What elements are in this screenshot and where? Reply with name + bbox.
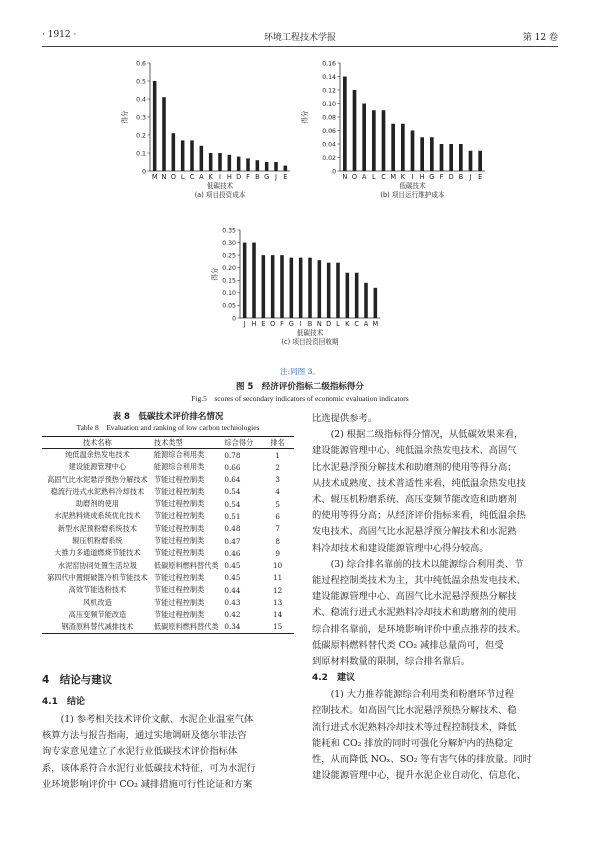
- cell-tech-type: 节能过程控制类: [153, 499, 205, 509]
- x-tick-label: H: [226, 173, 232, 181]
- bar: [469, 151, 473, 171]
- table-row: [42, 486, 294, 498]
- y-tick-label: 0.08: [322, 114, 336, 122]
- cell-tech-name: 第四代中置辊破篦冷机节能技术: [47, 572, 148, 582]
- cell-tech-name: 高压变频节能改造: [68, 609, 127, 619]
- table-row: [42, 596, 294, 608]
- bar: [411, 131, 415, 172]
- figure-caption-cn: 图 5 经济评价指标二级指标得分: [236, 382, 364, 392]
- x-tick-label: L: [371, 173, 376, 181]
- x-tick-label: L: [336, 320, 340, 328]
- bar: [265, 162, 269, 171]
- y-tick-label: 0.25: [222, 252, 236, 260]
- suggestion-paragraph-1: [312, 687, 564, 784]
- cell-tech-type: 低碳原料燃料替代类: [153, 560, 219, 570]
- table-row: [42, 449, 294, 461]
- section-4: [42, 672, 294, 793]
- x-tick-label: L: [180, 173, 185, 181]
- y-tick-label: 0.35: [222, 227, 236, 235]
- text-line: 流行进式水泥熟料冷却技术等过程控制技术，降低: [312, 721, 517, 733]
- y-tick-label: 0.14: [322, 73, 336, 81]
- x-tick-label: H: [251, 320, 257, 328]
- chart-c-payback-period: [210, 222, 395, 362]
- y-tick-label: 0.20: [222, 265, 236, 273]
- chart-subcaption: (a) 项目投资成本: [194, 191, 246, 199]
- bar: [336, 263, 340, 318]
- bar: [372, 110, 376, 171]
- x-tick-label: K: [208, 173, 213, 181]
- x-tick-label: C: [189, 173, 195, 181]
- table-header-row: [42, 437, 294, 449]
- x-tick-label: F: [280, 320, 284, 328]
- cell-rank: 9: [275, 548, 280, 558]
- x-tick-label: O: [270, 320, 276, 328]
- cell-tech-name: 纯低温余热发电技术: [65, 450, 130, 460]
- page-number: · 1912 ·: [42, 30, 77, 40]
- text-line: 性，从而降低 NOₓ、SO₂ 等有害气体的排放量。同时: [312, 754, 532, 766]
- right-column: [312, 411, 564, 784]
- table-row: [42, 510, 294, 522]
- cell-tech-type: 能源综合利用类: [153, 462, 205, 472]
- table-row: [42, 461, 294, 473]
- cell-tech-name: 助磨剂的使用: [75, 499, 119, 509]
- cell-score: 0.42: [224, 610, 241, 620]
- cell-tech-type: 节能过程控制类: [153, 523, 205, 533]
- x-tick-label: B: [458, 173, 464, 181]
- cell-tech-type: 能源综合利用类: [153, 450, 205, 460]
- bar: [420, 137, 424, 171]
- bar: [162, 97, 166, 171]
- cell-tech-name: 风机改造: [83, 597, 112, 607]
- text-line: (3) 综合排名靠前的技术以能源综合利用类、节: [312, 558, 524, 570]
- x-tick-label: E: [261, 320, 266, 328]
- cell-tech-type: 节能过程控制类: [153, 609, 205, 619]
- table-row: [42, 621, 294, 633]
- bar: [252, 243, 256, 318]
- x-tick-label: N: [342, 173, 348, 181]
- cell-tech-name: 辊压机粉磨系统: [72, 536, 123, 546]
- x-tick-label: B: [307, 320, 313, 328]
- y-tick-label: 0.15: [222, 277, 236, 285]
- cell-rank: 10: [273, 561, 283, 571]
- text-line: 核算方法与报告指南，通过实地调研及德尔菲法咨: [42, 730, 247, 742]
- volume-label: 第 12 卷: [522, 33, 558, 43]
- cell-tech-type: 节能过程控制类: [153, 536, 205, 546]
- cell-score: 0.43: [224, 598, 241, 607]
- x-tick-label: N: [316, 320, 322, 328]
- cell-tech-name: 水泥熟料烧成系统优化技术: [54, 511, 141, 521]
- bar: [172, 133, 176, 171]
- cell-tech-type: 节能过程控制类: [153, 572, 205, 582]
- table-caption-cn: 表 8 低碳技术评价排名情况: [112, 412, 224, 422]
- cell-score: 0.78: [224, 450, 241, 460]
- bar: [209, 153, 213, 171]
- cell-score: 0.54: [224, 499, 241, 509]
- cell-rank: 3: [275, 475, 280, 485]
- x-tick-label: A: [199, 173, 204, 181]
- x-tick-label: D: [236, 173, 242, 181]
- y-tick-label: 0: [232, 315, 236, 323]
- bar: [346, 273, 350, 318]
- x-tick-label: N: [161, 173, 167, 181]
- cell-tech-name: 钢渣原料替代减排技术: [61, 621, 134, 631]
- x-tick-label: A: [361, 173, 367, 181]
- bar: [382, 110, 386, 171]
- text-line: 控制技术。如高固气比水泥悬浮预热分解技术、稳: [312, 705, 517, 717]
- y-axis-label: 得分: [121, 110, 129, 124]
- text-line: 低碳原料燃料替代类 CO₂ 减排总量尚可，但受: [312, 639, 504, 651]
- text-line: 到原材料数量的限制，综合排名靠后。: [312, 656, 471, 668]
- x-tick-label: E: [283, 173, 288, 181]
- ranking-table: [42, 436, 294, 634]
- text-line: 能过程控制类技术为主，其中纯低温余热发电技术、: [312, 575, 526, 587]
- chart-b-svg: [300, 55, 500, 217]
- text-line: 业环境影响评价中 CO₂ 减排措施可行性论证和方案: [42, 778, 253, 790]
- x-tick-label: D: [326, 320, 332, 328]
- x-tick-label: M: [372, 320, 379, 328]
- bar: [262, 255, 266, 318]
- cell-tech-name: 大推力多通道燃烧节能技术: [54, 548, 141, 558]
- x-tick-label: J: [275, 173, 277, 181]
- cell-score: 0.47: [224, 536, 241, 546]
- bar: [308, 258, 312, 318]
- text-line: 术、辊压机粉磨系统、高压变频节能改造和助磨剂: [312, 494, 517, 506]
- cell-rank: 13: [273, 598, 283, 607]
- x-tick-label: H: [419, 173, 425, 181]
- x-tick-label: E: [478, 173, 483, 181]
- bar: [327, 263, 331, 318]
- text-line: 术、稳流行进式水泥熟料冷却技术和助磨剂的使用: [312, 607, 517, 619]
- cell-rank: 1: [275, 450, 280, 460]
- y-tick-label: 0.3: [136, 114, 146, 122]
- x-tick-label: C: [381, 173, 386, 181]
- x-tick-label: F: [246, 173, 250, 181]
- chart-b-operation-cost: [300, 55, 500, 217]
- cell-rank: 2: [275, 462, 280, 472]
- bar: [218, 153, 222, 171]
- bar: [271, 255, 275, 318]
- table-row: [42, 572, 294, 584]
- chart-a-svg: [120, 55, 305, 217]
- x-tick-label: M: [151, 173, 158, 181]
- table-row: [42, 498, 294, 510]
- x-tick-label: G: [264, 173, 270, 181]
- y-tick-label: 0.02: [322, 154, 336, 162]
- section-4-2-title: 4.2 建议: [312, 673, 355, 684]
- y-tick-label: 0.5: [136, 78, 146, 86]
- bar: [449, 144, 453, 171]
- table-8-block: [42, 410, 294, 634]
- cell-score: 0.54: [224, 487, 241, 497]
- bar: [181, 140, 185, 171]
- cell-rank: 6: [275, 511, 280, 521]
- text-line: 建设能源管理中心，提升水泥企业自动化、信息化、: [312, 770, 526, 782]
- y-tick-label: 0.06: [322, 127, 336, 135]
- chart-subcaption: (b) 项目运行维护成本: [380, 191, 445, 199]
- figure-caption-en: Fig.5 scores of secondary indicators of economic evaluation indicators: [191, 394, 409, 403]
- y-tick-label: 0.6: [136, 60, 146, 68]
- x-axis-label: 低碳技术: [206, 182, 234, 190]
- cell-tech-type: 低碳原料燃料替代类: [153, 621, 219, 631]
- text-line: (1) 参考相关技术评价文献、水泥企业温室气体: [42, 714, 254, 725]
- cell-score: 0.34: [224, 622, 241, 632]
- chart-subcaption: (c) 项目投资回收期: [281, 338, 339, 346]
- text-line: 建设能源管理中心、高固气比水泥悬浮预热分解技: [312, 591, 517, 603]
- text-line: 比水泥悬浮预分解技术和助磨剂的使用等得分高；: [312, 461, 517, 473]
- y-tick-label: 0.1: [136, 150, 146, 158]
- x-tick-label: A: [363, 320, 369, 328]
- header-rank: 排名: [270, 437, 285, 447]
- running-header: [42, 30, 558, 46]
- table-caption-en: Table 8 Evaluation and ranking of low carbon technologies: [76, 423, 260, 432]
- cell-rank: 4: [275, 487, 280, 497]
- cell-tech-name: 稳流行进式水泥熟料冷却技术: [50, 486, 145, 496]
- bar: [362, 104, 366, 172]
- cell-tech-type: 节能过程控制类: [153, 511, 205, 521]
- cell-tech-name: 高效节能选粉技术: [68, 585, 127, 595]
- x-axis-label: 低碳技术: [296, 329, 324, 337]
- chart-a-investment-cost: [120, 55, 305, 217]
- table-row: [42, 609, 294, 621]
- bar: [290, 258, 294, 318]
- bar: [374, 288, 378, 318]
- chart-c-svg: [210, 222, 395, 362]
- bar: [243, 243, 247, 318]
- x-tick-label: K: [400, 173, 405, 181]
- bar: [355, 273, 359, 318]
- x-tick-label: F: [439, 173, 444, 181]
- y-tick-label: 0.2: [136, 132, 146, 140]
- cell-rank: 12: [273, 585, 283, 595]
- bar: [343, 77, 347, 172]
- text-line: 从技术成熟度、技术普适性来看，纯低温余热发电技: [312, 477, 526, 489]
- cell-score: 0.46: [224, 548, 241, 558]
- y-tick-label: 0.4: [136, 96, 146, 104]
- bar: [153, 81, 157, 171]
- cell-rank: 8: [275, 536, 280, 546]
- text-line: 料冷却技术和建设能源管理中心得分较高。: [312, 542, 489, 554]
- bar: [459, 144, 463, 171]
- x-tick-label: G: [288, 320, 294, 328]
- x-tick-label: O: [170, 173, 176, 181]
- bar: [299, 258, 303, 318]
- cell-rank: 15: [273, 622, 283, 632]
- text-line: 建设能源管理中心、纯低温余热发电技术、高固气: [312, 445, 517, 457]
- bar: [478, 151, 482, 171]
- bar: [284, 166, 288, 171]
- y-tick-label: 0.16: [322, 60, 336, 68]
- bar: [274, 162, 278, 171]
- x-tick-label: D: [448, 173, 454, 181]
- y-axis-label: 得分: [211, 267, 219, 281]
- text-line: (1) 大力推荐能源综合利用类和粉磨环节过程: [312, 689, 515, 701]
- x-tick-label: C: [354, 320, 359, 328]
- table-row: [42, 473, 294, 485]
- cell-tech-name: 高固气比水泥悬浮预热分解技术: [47, 474, 148, 484]
- bar: [353, 90, 357, 171]
- y-tick-label: 0.12: [322, 87, 336, 95]
- table-row: [42, 547, 294, 559]
- cell-tech-type: 节能过程控制类: [153, 585, 205, 595]
- y-tick-label: 0.10: [322, 100, 336, 108]
- conclusion-paragraph-1: [42, 712, 294, 793]
- x-tick-label: I: [219, 173, 221, 181]
- text-line: 的使用等得分高；从经济评价指标来看，纯低温余热: [312, 510, 526, 522]
- cell-tech-type: 节能过程控制类: [153, 597, 205, 607]
- section-4-1-title: 4.1 结论: [42, 697, 85, 707]
- x-tick-label: J: [469, 173, 472, 181]
- bar: [200, 146, 204, 171]
- table-row: [42, 535, 294, 547]
- bar: [364, 283, 368, 318]
- table-row: [42, 559, 294, 571]
- bar: [401, 124, 405, 171]
- bar: [318, 260, 322, 318]
- bar: [237, 157, 241, 171]
- header-rule: [42, 46, 558, 47]
- y-axis-label: 得分: [301, 110, 309, 124]
- header-tech-type: 技术类型: [153, 437, 183, 447]
- y-tick-label: 0.30: [222, 239, 236, 247]
- bar: [190, 140, 194, 171]
- y-tick-label: 0: [332, 168, 336, 176]
- table-row: [42, 523, 294, 535]
- x-tick-label: J: [243, 320, 246, 328]
- x-tick-label: B: [255, 173, 260, 181]
- x-tick-label: K: [345, 320, 350, 328]
- text-line: 能耗和 CO₂ 排放的同时可强化分解炉内的热稳定: [312, 737, 514, 749]
- journal-title: 环境工程技术学报: [263, 33, 336, 43]
- text-line: 系，该体系符合水泥行业低碳技术特征，可为水泥行: [42, 762, 256, 774]
- section-4-title: 4 结论与建议: [42, 674, 113, 686]
- text-line: (2) 根据二级指标得分情况，从低碳效果来看，: [312, 429, 524, 441]
- cell-score: 0.45: [224, 573, 241, 583]
- conclusion-paragraph-3: [312, 557, 564, 670]
- bar: [440, 144, 444, 171]
- cell-rank: 11: [273, 573, 283, 583]
- cell-score: 0.66: [224, 462, 241, 472]
- x-tick-label: I: [411, 173, 414, 181]
- header-score: 综合得分: [224, 437, 254, 447]
- cell-tech-name: 新型水泥预粉磨系统技术: [57, 523, 137, 533]
- cell-rank: 7: [275, 524, 280, 534]
- y-tick-label: 0.05: [222, 302, 236, 310]
- x-tick-label: G: [429, 173, 435, 181]
- cell-tech-type: 节能过程控制类: [153, 548, 205, 558]
- bar: [246, 158, 250, 171]
- cell-score: 0.51: [224, 511, 241, 521]
- bar: [228, 155, 232, 171]
- cell-tech-name: 水泥窑协同处置生活垃圾: [57, 560, 137, 570]
- cell-tech-type: 节能过程控制类: [153, 474, 205, 484]
- cell-score: 0.45: [224, 561, 241, 571]
- bar: [430, 137, 434, 171]
- cell-tech-type: 节能过程控制类: [153, 486, 205, 496]
- header-tech-name: 技术名称: [83, 437, 112, 447]
- text-line: 综合排名靠前，是环境影响评价中重点推荐的技术。: [312, 623, 526, 635]
- table-row: [42, 584, 294, 596]
- text-line: 发电技术、高固气比水泥悬浮预分解技术和水泥熟: [312, 526, 517, 538]
- y-tick-label: 0.10: [222, 290, 236, 298]
- figure-note: 注:同图 3。: [280, 367, 320, 376]
- text-line: 比选提供参考。: [312, 413, 378, 424]
- x-tick-label: M: [390, 173, 397, 181]
- y-tick-label: 0.04: [322, 141, 336, 149]
- conclusion-paragraph-1-end: [312, 411, 564, 427]
- x-tick-label: I: [299, 320, 302, 328]
- cell-tech-name: 建设能源管理中心: [68, 462, 127, 472]
- x-tick-label: O: [351, 173, 358, 181]
- bar: [256, 160, 260, 171]
- cell-score: 0.48: [224, 524, 241, 534]
- y-tick-label: 0: [142, 168, 146, 176]
- cell-score: 0.64: [224, 475, 241, 485]
- text-line: 询专家意见建立了水泥行业低碳技术评价指标体: [42, 746, 238, 758]
- conclusion-paragraph-2: [312, 427, 564, 557]
- cell-score: 0.44: [224, 585, 241, 595]
- cell-rank: 5: [275, 499, 280, 509]
- x-axis-label: 低碳技术: [399, 182, 426, 190]
- bar: [280, 255, 284, 318]
- bar: [391, 124, 395, 171]
- cell-rank: 14: [273, 610, 283, 620]
